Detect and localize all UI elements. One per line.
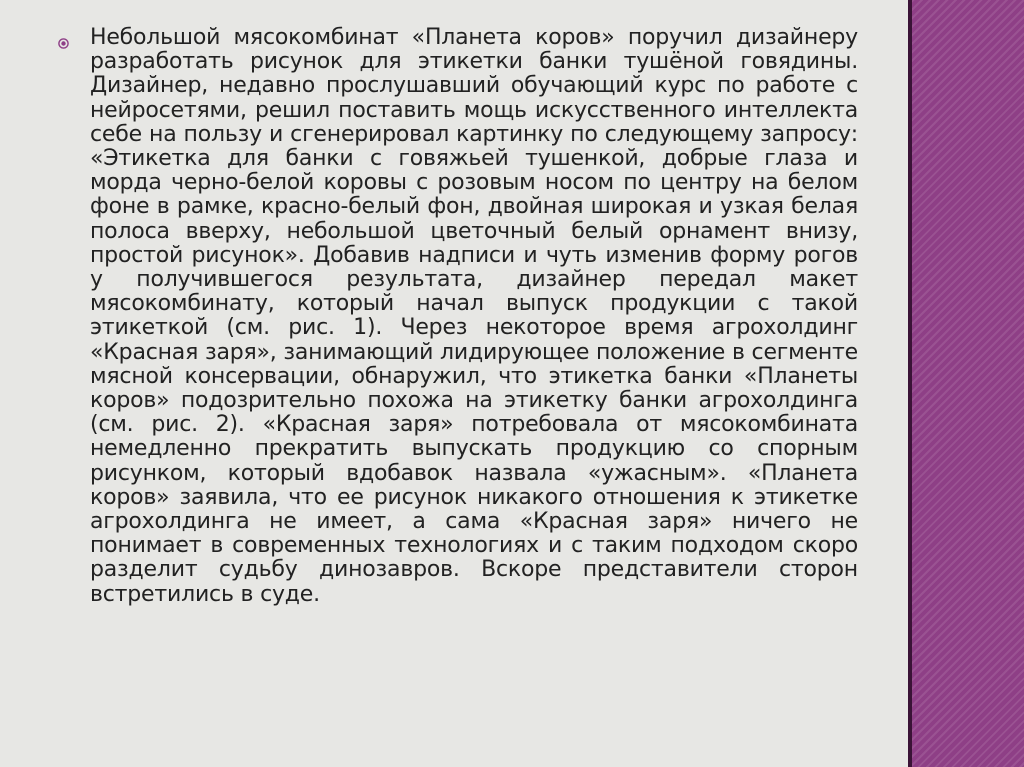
- right-decorative-stripe: [912, 0, 1024, 767]
- body-text: Небольшой мясокомбинат «Планета коров» поручил дизайнеру разработать рисунок для этикетки банки тушёной говядины. Дизайнер, недавно прослушавший обучающий курс по работе с нейросетями, решил поставить мощь искусственного интеллекта себе на пользу и сгенерировал картинку по следующему запросу: «Этикетка для банки с говяжьей тушенкой, добрые глаза и морда черно-белой коровы с розовым носом по центру на белом фоне в рамке, красно-белый фон, двойная широкая и узкая белая полоса вверху, небольшой цветочный белый орнамент внизу, простой рисунок». Добавив надписи и чуть изменив форму рогов у получившегося результата, дизайнер передал макет мясокомбинату, который начал выпуск продукции с такой этикеткой (см. рис. 1). Через некоторое время агрохолдинг «Красная заря», занимающий лидирующее положение в сегменте мясной консервации, обнаружил, что этикетка банки «Планеты коров» подозрительно похожа на этикетку банки агрохолдинга (см. рис. 2). «Красная заря» потребовала от мясокомбината немедленно прекратить выпускать продукцию со спорным рисунком, который вдобавок назвала «ужасным». «Планета коров» заявила, что ее рисунок никакого отношения к этикетке агрохолдинга не имеет, а сама «Красная заря» ничего не понимает в современных технологиях и с таким подходом скоро разделит судьбу динозавров. Вскоре представители сторон встретились в суде.: [90, 25, 858, 607]
- circle-bullet-icon: [58, 38, 69, 49]
- bullet-item: [58, 26, 858, 607]
